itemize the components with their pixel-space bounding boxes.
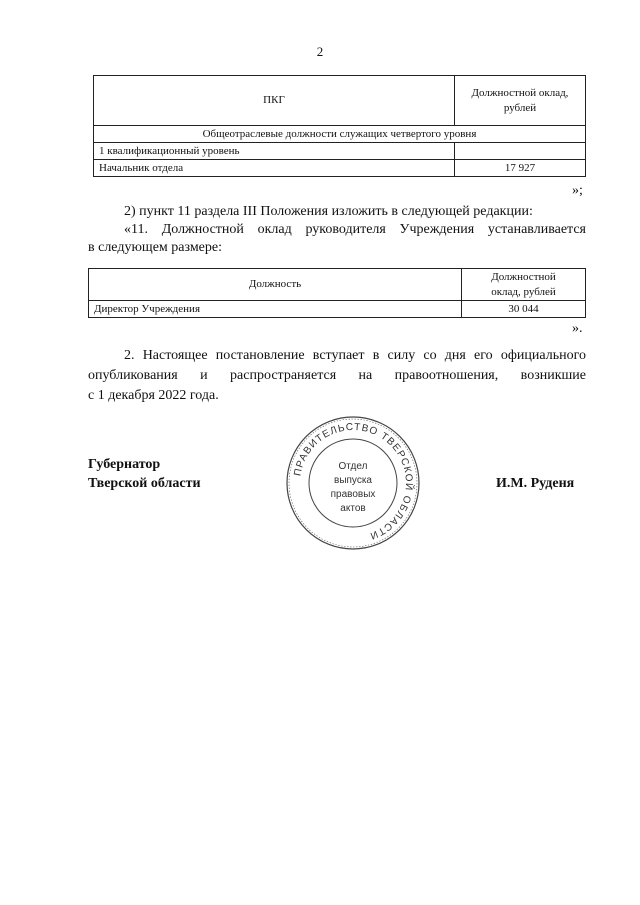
table2-header-position: Должность bbox=[89, 269, 462, 301]
table1-level-row: 1 квалификационный уровень bbox=[94, 143, 455, 160]
table1-level-empty-cell bbox=[455, 143, 586, 160]
stamp-ring-text: ПРАВИТЕЛЬСТВО ТВЕРСКОЙ ОБЛАСТИ bbox=[292, 421, 415, 542]
salary-table-pkg bbox=[93, 75, 586, 177]
signatory-name: И.М. Руденя bbox=[496, 476, 575, 491]
closing-quote-2: ». bbox=[572, 321, 583, 336]
closing-quote-1: »; bbox=[572, 183, 583, 198]
table1-header-pkg: ПКГ bbox=[94, 76, 455, 126]
table2-header-salary bbox=[462, 269, 586, 301]
salary-table-director bbox=[88, 268, 586, 318]
table1-group-row: Общеотраслевые должности служащих четвертого уровня bbox=[94, 126, 586, 143]
paragraph-effective-line3: с 1 декабря 2022 года. bbox=[88, 388, 219, 403]
table1-position: Начальник отдела bbox=[94, 160, 455, 177]
page-number: 2 bbox=[316, 44, 324, 59]
table2-salary: 30 044 bbox=[462, 301, 586, 318]
paragraph-item-11-line2: в следующем размере: bbox=[88, 240, 222, 255]
table2-header-salary-line1: Должностной bbox=[491, 270, 556, 283]
table1-header-salary bbox=[455, 76, 586, 126]
paragraph-item-11-line1: «11. Должностной оклад руководителя Учреждения устанавливается bbox=[124, 222, 586, 237]
stamp-inner-line1: Отдел bbox=[338, 461, 368, 472]
table1-salary: 17 927 bbox=[455, 160, 586, 177]
paragraph-item-2: 2) пункт 11 раздела III Положения изложить в следующей редакции: bbox=[124, 204, 533, 219]
table1-header-salary-line1: Должностной оклад, bbox=[471, 86, 569, 99]
signatory-title-line2: Тверской области bbox=[88, 476, 201, 491]
stamp-inner-line3: правовых bbox=[330, 489, 376, 500]
stamp-seal bbox=[283, 413, 423, 553]
paragraph-effective-line2: опубликования и распространяется на правоотношения, возникшие bbox=[88, 368, 586, 383]
paragraph-effective-line1: 2. Настоящее постановление вступает в силу со дня его официального bbox=[124, 348, 586, 363]
stamp-inner-line4: актов bbox=[340, 503, 366, 514]
signatory-title-line1: Губернатор bbox=[88, 457, 161, 472]
table2-header-salary-line2: оклад, рублей bbox=[491, 285, 556, 298]
stamp-inner-line2: выпуска bbox=[334, 475, 372, 486]
table1-header-salary-line2: рублей bbox=[503, 101, 537, 114]
table2-position: Директор Учреждения bbox=[89, 301, 462, 318]
